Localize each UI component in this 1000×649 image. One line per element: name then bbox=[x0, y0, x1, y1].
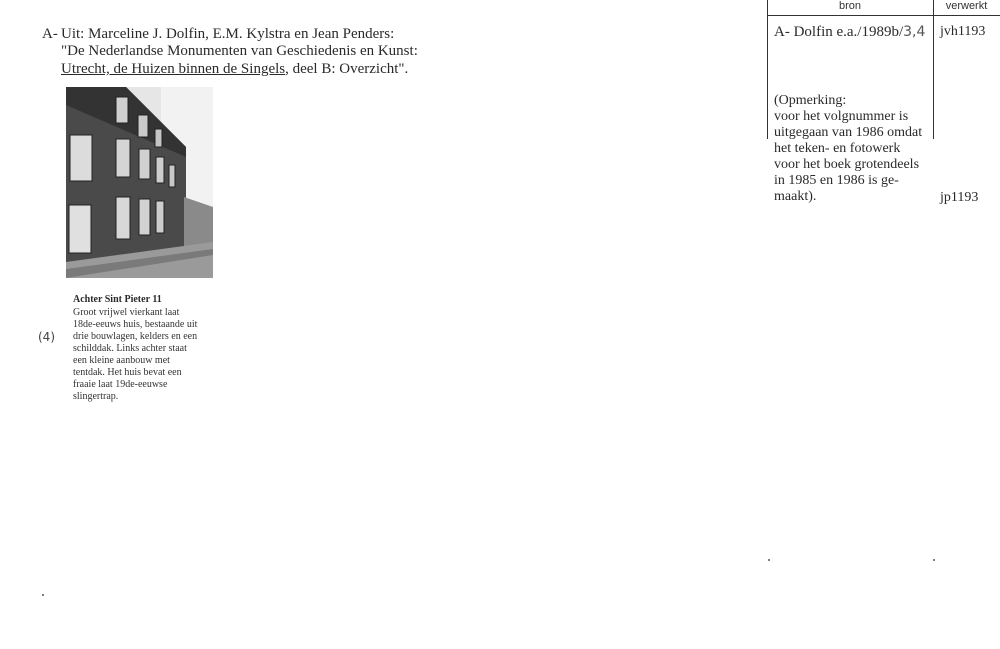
citation-prefix: A- bbox=[42, 26, 58, 42]
bron-column-header: bron bbox=[838, 0, 862, 12]
citation-line-3 bbox=[61, 61, 408, 78]
citation-line-1: Uit: Marceline J. Dolfin, E.M. Kylstra en Jean Penders: bbox=[61, 26, 395, 42]
caption-line: Groot vrijwel vierkant laat bbox=[73, 307, 180, 318]
remark-line: uitgegaan van 1986 omdat bbox=[774, 125, 923, 140]
citation-line-3-rest: , deel B: Overzicht". bbox=[285, 61, 409, 77]
remark-line: in 1985 en 1986 is ge- bbox=[774, 173, 899, 188]
header-row-divider bbox=[767, 15, 1000, 16]
citation-title-underlined: Utrecht, de Huizen binnen de Singels bbox=[61, 61, 286, 77]
remark-line: (Opmerking: bbox=[774, 93, 847, 108]
remark-line: het teken- en fotowerk bbox=[774, 141, 901, 156]
caption-line: fraaie laat 19de-eeuwse bbox=[73, 379, 168, 390]
scan-speck bbox=[42, 594, 44, 596]
remark-line: voor het volgnummer is bbox=[774, 109, 909, 124]
caption-line: een kleine aanbouw met bbox=[73, 355, 170, 366]
table-column-divider bbox=[933, 0, 934, 139]
verwerkt-column-header: verwerkt bbox=[945, 0, 988, 12]
bron-source: A- Dolfin e.a./1989b/ bbox=[774, 24, 904, 40]
verwerkt-entry-2: jp1193 bbox=[940, 190, 979, 205]
scan-speck bbox=[768, 559, 770, 561]
building-photo bbox=[66, 87, 213, 278]
citation-line-2: "De Nederlandse Monumenten van Geschiedenis en Kunst: bbox=[61, 43, 418, 59]
verwerkt-entry-1: jvh1193 bbox=[940, 24, 986, 39]
caption-line: drie bouwlagen, kelders en een bbox=[73, 331, 198, 342]
caption-line: schilddak. Links achter staat bbox=[73, 343, 187, 354]
bron-entry bbox=[774, 24, 925, 41]
remark-line: voor het boek grotendeels bbox=[774, 157, 920, 172]
table-left-border bbox=[767, 0, 768, 139]
scan-speck bbox=[933, 559, 935, 561]
handwritten-note-number: (4) bbox=[38, 330, 55, 344]
caption-line: 18de-eeuws huis, bestaande uit bbox=[73, 319, 198, 330]
building-photo-illustration bbox=[66, 87, 213, 278]
bron-handwritten-suffix: 3,4 bbox=[903, 24, 926, 40]
caption-title: Achter Sint Pieter 11 bbox=[73, 294, 162, 305]
caption-line: tentdak. Het huis bevat een bbox=[73, 367, 182, 378]
remark-line: maakt). bbox=[774, 189, 817, 204]
caption-line: slingertrap. bbox=[73, 391, 119, 402]
